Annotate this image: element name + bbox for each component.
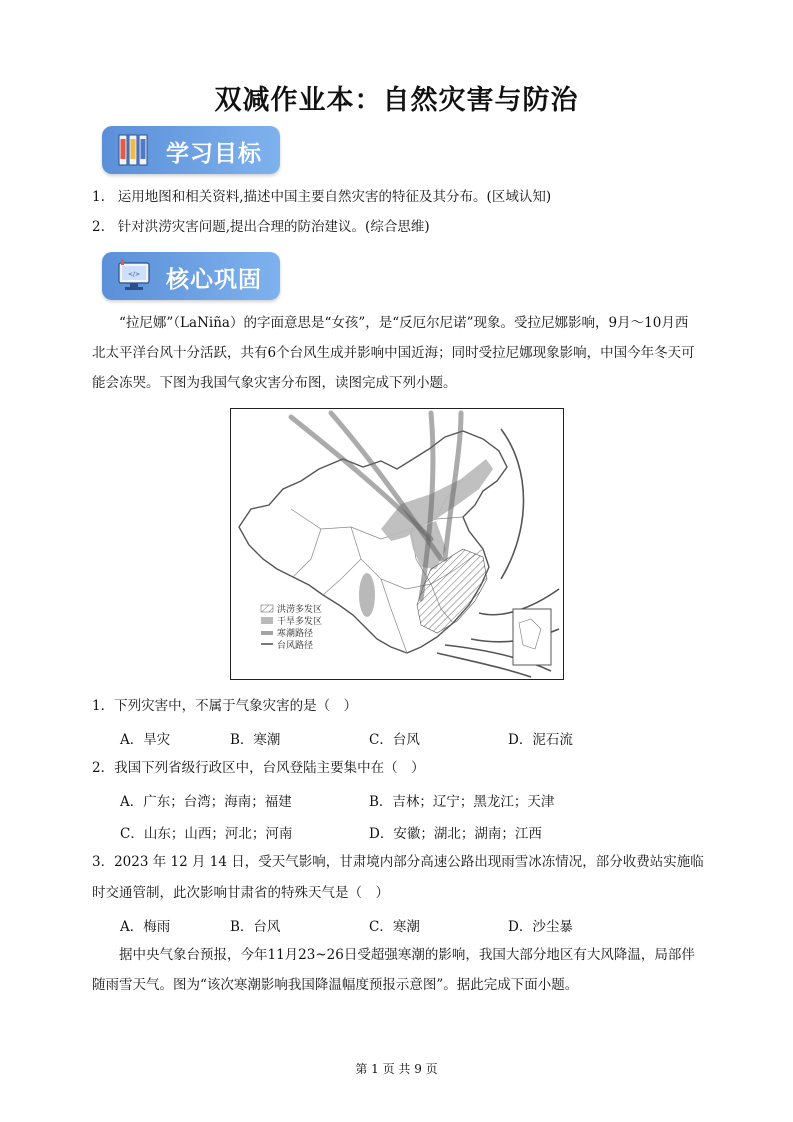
q3-option-c: C．寒潮 — [369, 919, 420, 935]
question-2-stem: 2．我国下列省级行政区中，台风登陆主要集中在（ ） — [92, 760, 425, 776]
legend-coldwave: 寒潮路径 — [277, 629, 314, 639]
q1-option-a: A．旱灾 — [120, 732, 171, 748]
goal-text: 运用地图和相关资料,描述中国主要自然灾害的特征及其分布。(区域认知) — [117, 189, 552, 205]
question-1-stem: 1．下列灾害中，不属于气象灾害的是（ ） — [92, 698, 358, 714]
q2-option-b: B．吉林；辽宁；黑龙江；天津 — [369, 794, 555, 810]
q2-option-c: C．山东；山西；河北；河南 — [120, 826, 293, 842]
south-sea-inset — [513, 609, 551, 665]
intro-paragraph: “拉尼娜”（LaNiña）的字面意思是“女孩”，是“反厄尔尼诺”现象。受拉尼娜影响，9月～10月西北太平洋台风十分活跃，共有6个台风生成并影响中国近海；同时受拉尼娜现象影响，中国今年冬天可能会冻哭。下图为我国气象灾害分布图，读图完成下列小题。 — [92, 315, 695, 391]
q3-option-a: A．梅雨 — [120, 919, 171, 935]
svg-text:</>: </> — [127, 271, 141, 278]
legend-flood-swatch — [261, 605, 273, 612]
goal-item-2 — [92, 217, 430, 237]
computer-icon — [116, 257, 154, 295]
q2-option-a: A．广东；台湾；海南；福建 — [120, 794, 292, 810]
legend-drought-swatch — [261, 617, 273, 624]
learning-goals-badge — [102, 126, 280, 174]
books-icon — [116, 131, 154, 169]
core-practice-badge — [102, 252, 280, 300]
goal-text: 针对洪涝灾害问题,提出合理的防治建议。(综合思维) — [117, 219, 430, 235]
goal-number: 2. — [92, 219, 105, 235]
question-3-stem-line2: 时交通管制，此次影响甘肃省的特殊天气是（ ） — [92, 885, 389, 901]
map-legend — [261, 603, 322, 651]
goal-item-1 — [92, 187, 551, 207]
q3-option-b: B．台风 — [230, 919, 281, 935]
legend-flood: 洪涝多发区 — [277, 605, 323, 615]
disaster-map — [230, 408, 564, 680]
q2-option-d: D．安徽；湖北；湖南；江西 — [369, 826, 542, 842]
question-3-stem-line1: 3．2023 年 12 月 14 日，受天气影响，甘肃境内部分高速公路出现雨雪冰冻情况，部分收费站实施临 — [92, 854, 704, 870]
q1-option-c: C．台风 — [369, 732, 420, 748]
core-practice-label: 核心巩固 — [166, 267, 262, 293]
learning-goals-label: 学习目标 — [166, 141, 262, 167]
goal-number: 1. — [92, 189, 105, 205]
china-weather-disaster-map — [231, 409, 563, 679]
legend-typhoon: 台风路径 — [277, 641, 314, 651]
q1-option-d: D．泥石流 — [508, 732, 573, 748]
q3-option-d: D．沙尘暴 — [508, 919, 573, 935]
page-title: 双减作业本：自然灾害与防治 — [214, 85, 579, 116]
q1-option-b: B．寒潮 — [230, 732, 281, 748]
outro-paragraph: 据中央气象台预报，今年11月23~26日受超强寒潮的影响，我国大部分地区有大风降温，局部伴随雨雪天气。图为“该次寒潮影响我国降温幅度预报示意图”。据此完成下面小题。 — [92, 947, 695, 993]
drought-zone-southwest — [359, 573, 375, 617]
page-footer: 第 1 页 共 9 页 — [355, 1062, 438, 1076]
legend-drought: 干旱多发区 — [277, 617, 323, 627]
